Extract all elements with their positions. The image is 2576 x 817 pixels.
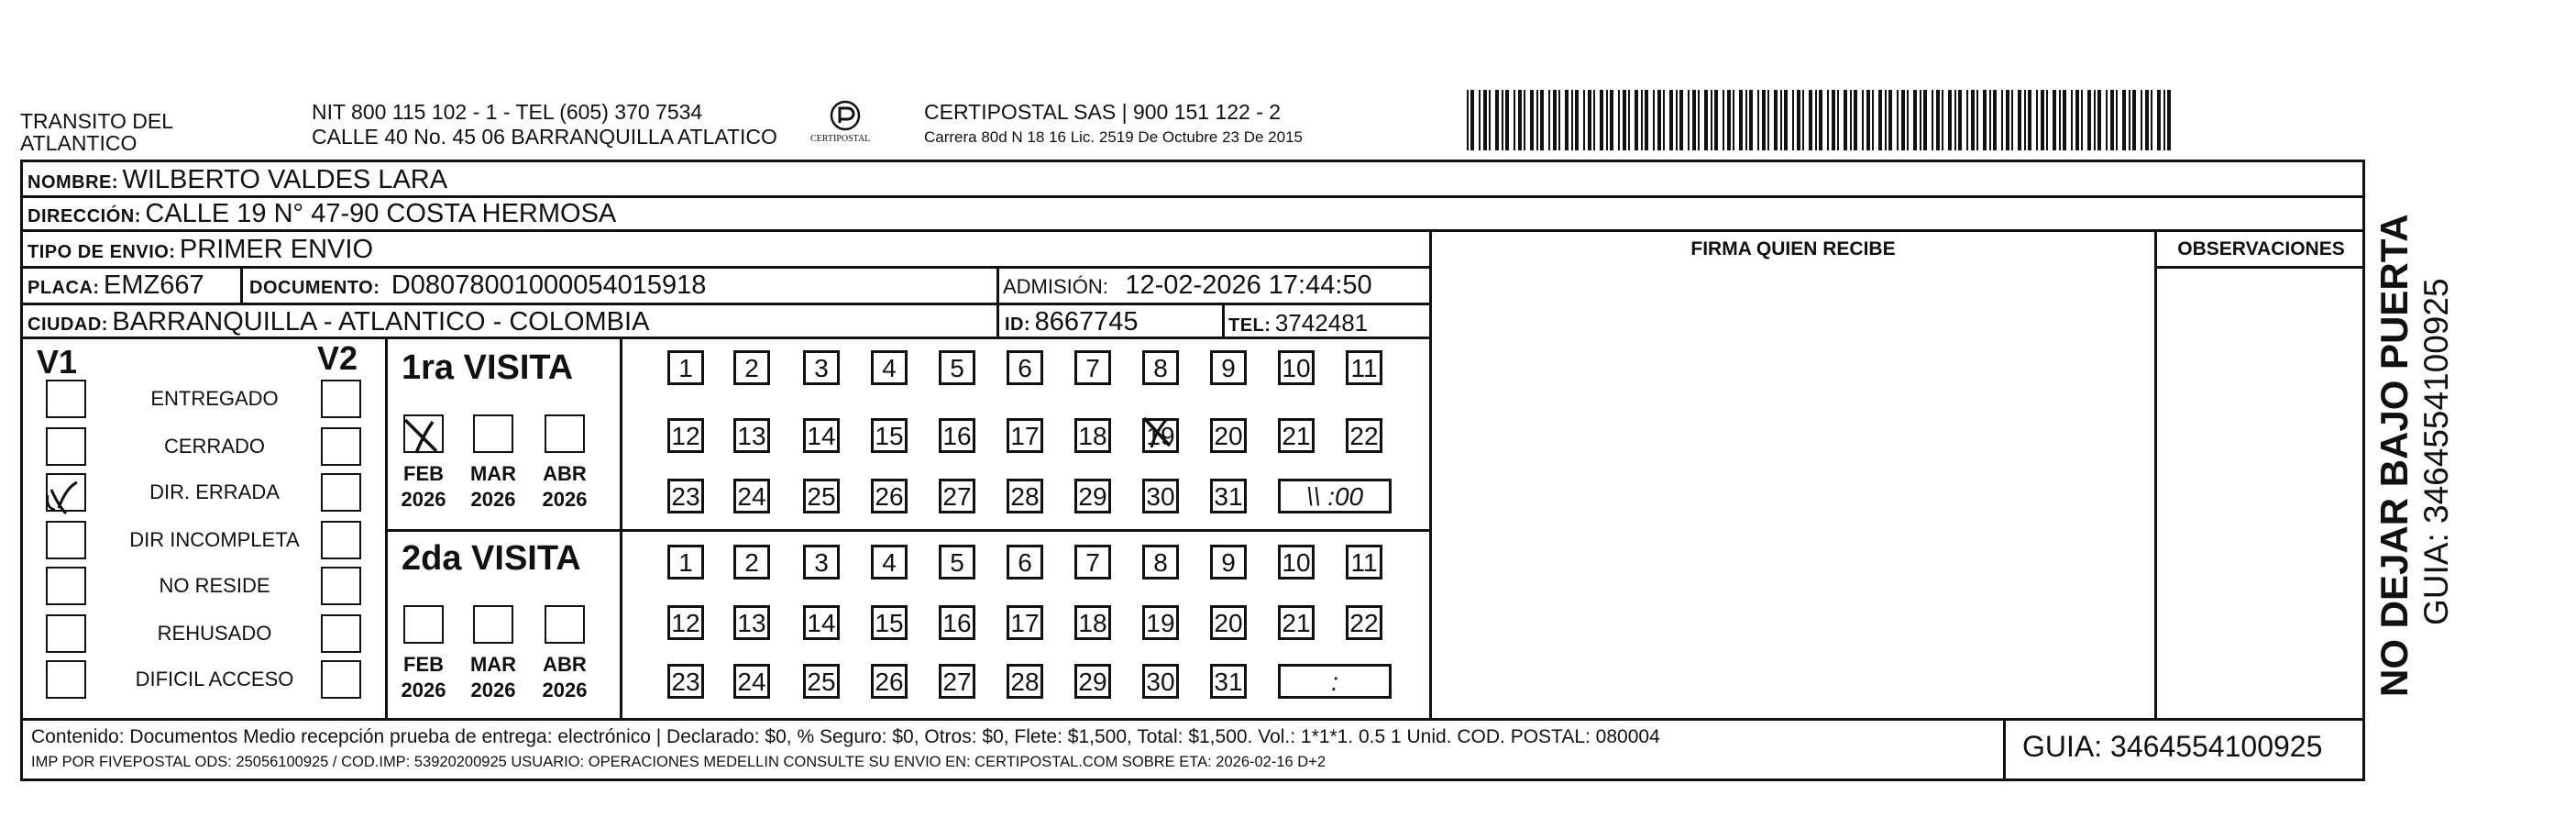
documento-label: DOCUMENTO:: [249, 278, 380, 298]
first-visit-day-box[interactable]: 18: [1074, 418, 1111, 453]
barcode-bar: [1495, 90, 1499, 150]
first-visit-day-box[interactable]: 30: [1142, 479, 1179, 513]
barcode-bar: [1827, 90, 1829, 150]
barcode-bar: [1954, 90, 1956, 150]
tel-cell: [1228, 309, 1368, 337]
first-visit-title: 1ra VISITA: [402, 348, 574, 387]
barcode-bar: [1467, 90, 1469, 150]
second-visit-month-label: MAR: [469, 653, 517, 676]
first-visit-day-box[interactable]: 13: [733, 418, 770, 453]
second-visit-month-checkbox-feb[interactable]: [403, 605, 444, 644]
barcode-bar: [2116, 90, 2118, 150]
barcode-bar: [2001, 90, 2003, 150]
issuer-address: CALLE 40 No. 45 06 BARRANQUILLA ATLATICO: [312, 125, 777, 149]
barcode-bar: [1635, 90, 1638, 150]
barcode-bar: [1837, 90, 1839, 150]
barcode-bar: [2075, 90, 2079, 150]
barcode-bar: [2094, 90, 2096, 150]
barcode-bar: [2071, 90, 2073, 150]
observations-area[interactable]: [2160, 270, 2361, 715]
placa-value: EMZ667: [104, 270, 204, 300]
admision-cell: [1003, 270, 1372, 301]
barcode-bar: [2059, 90, 2061, 150]
barcode-bar: [1505, 90, 1509, 150]
barcode-bar: [1623, 90, 1626, 150]
barcode-bar: [1676, 90, 1678, 150]
second-visit-time-box[interactable]: :: [1278, 664, 1392, 699]
first-visit-day-box[interactable]: 29: [1074, 479, 1111, 513]
direccion-row: [28, 199, 616, 229]
barcode-bar: [1679, 90, 1683, 150]
tel-label: TEL:: [1228, 315, 1271, 336]
first-visit-day-box[interactable]: 15: [871, 418, 908, 453]
barcode-bar: [1600, 90, 1603, 150]
second-visit-day-box[interactable]: 13: [733, 605, 770, 640]
barcode-bar: [1989, 90, 1991, 150]
barcode-bar: [1932, 90, 1933, 150]
first-visit-day-box[interactable]: 8: [1142, 350, 1179, 385]
ciudad-cell: [28, 307, 649, 337]
barcode-bar: [1948, 90, 1952, 150]
barcode-bar: [1610, 90, 1613, 150]
second-visit-day-box[interactable]: 24: [733, 664, 770, 699]
barcode-bar: [1815, 90, 1817, 150]
barcode-bar: [1745, 90, 1747, 150]
barcode-bar: [1913, 90, 1917, 150]
first-visit-day-box[interactable]: 23: [667, 479, 704, 513]
v1-status-checkbox[interactable]: [46, 567, 86, 605]
second-visit-day-box[interactable]: 7: [1074, 545, 1111, 580]
barcode-bar: [1479, 90, 1481, 150]
barcode-bar: [1844, 90, 1847, 150]
barcode-bar: [1797, 90, 1800, 150]
second-visit-day-box[interactable]: 5: [939, 545, 975, 580]
carrier-name-nit: CERTIPOSTAL SAS | 900 151 122 - 2: [924, 100, 1282, 124]
admision-label: ADMISIÓN:: [1003, 275, 1108, 298]
barcode: [1467, 90, 2182, 150]
second-visit-day-box[interactable]: 8: [1142, 545, 1179, 580]
second-visit-day-box[interactable]: 4: [871, 545, 908, 580]
barcode-bar: [1976, 90, 1978, 150]
barcode-bar: [1901, 90, 1905, 150]
barcode-bar: [2011, 90, 2013, 150]
barcode-bar: [2097, 90, 2101, 150]
barcode-bar: [2046, 90, 2048, 150]
first-visit-day-box[interactable]: 20: [1210, 418, 1247, 453]
second-visit-day-box[interactable]: 9: [1210, 545, 1247, 580]
no-dejar-bajo-puerta-warning: NO DEJAR BAJO PUERTA: [2372, 214, 2416, 697]
first-visit-day-box[interactable]: 9: [1210, 350, 1247, 385]
nombre-label: NOMBRE:: [28, 172, 119, 193]
barcode-bar: [1565, 90, 1569, 150]
first-visit-year-label: 2026: [470, 488, 516, 511]
imp-line: IMP POR FIVEPOSTAL ODS: 25056100925 / COD.IMP: 53920200925 USUARIO: OPERACIONES MEDELLIN CONSULTE SU ENVIO EN: CERTIPOSTAL.COM SOBRE ETA: 2026-02-16 D+2: [31, 754, 1327, 770]
barcode-bar: [2018, 90, 2021, 150]
second-visit-month-label: ABR: [543, 653, 587, 676]
first-visit-day-box[interactable]: 10: [1278, 350, 1315, 385]
direccion-value: CALLE 19 N° 47-90 COSTA HERMOSA: [145, 199, 617, 228]
barcode-bar: [2129, 90, 2130, 150]
second-visit-day-box[interactable]: 11: [1346, 545, 1382, 580]
first-visit-day-box[interactable]: 24: [733, 479, 770, 513]
barcode-bar: [1878, 90, 1882, 150]
barcode-bar: [2145, 90, 2149, 150]
side-guia: GUIA: 3464554100925: [2417, 278, 2455, 625]
second-visit-day-box[interactable]: 16: [939, 605, 975, 640]
barcode-bar: [1727, 90, 1731, 150]
barcode-bar: [2106, 90, 2108, 150]
barcode-bar: [1502, 90, 1503, 150]
barcode-bar: [1692, 90, 1696, 150]
barcode-bar: [1723, 90, 1724, 150]
ciudad-value: BARRANQUILLA - ATLANTICO - COLOMBIA: [112, 307, 650, 337]
barcode-bar: [1470, 90, 1474, 150]
second-visit-day-box[interactable]: 26: [871, 664, 908, 699]
v1-status-checkbox[interactable]: [46, 660, 86, 699]
barcode-bar: [1862, 90, 1864, 150]
second-visit-day-box[interactable]: 14: [803, 605, 840, 640]
observaciones-header: OBSERVACIONES: [2177, 238, 2345, 259]
second-visit-month-checkbox-abr[interactable]: [545, 605, 585, 644]
barcode-bar: [1907, 90, 1909, 150]
barcode-bar: [1618, 90, 1620, 150]
barcode-bar: [1514, 90, 1515, 150]
barcode-bar: [1575, 90, 1579, 150]
second-visit-year-label: 2026: [401, 679, 446, 701]
barcode-bar: [1749, 90, 1753, 150]
first-visit-day-box[interactable]: 1: [667, 350, 704, 385]
barcode-bar: [1688, 90, 1690, 150]
logo-caption: CERTIPOSTAL: [810, 134, 871, 144]
barcode-bar: [1733, 90, 1734, 150]
barcode-bar: [1583, 90, 1585, 150]
barcode-bar: [1983, 90, 1987, 150]
barcode-bar: [1641, 90, 1643, 150]
barcode-bar: [1628, 90, 1630, 150]
second-visit-day-box[interactable]: 23: [667, 664, 704, 699]
second-visit-day-box[interactable]: 22: [1346, 605, 1382, 640]
barcode-bar: [2110, 90, 2114, 150]
second-visit-day-box[interactable]: 30: [1142, 664, 1179, 699]
barcode-bar: [1698, 90, 1700, 150]
barcode-bar: [1923, 90, 1927, 150]
first-visit-day-box[interactable]: 21: [1278, 418, 1315, 453]
barcode-bar: [2167, 90, 2171, 150]
placa-cell: [28, 270, 204, 301]
barcode-bar: [1897, 90, 1899, 150]
barcode-bar: [2081, 90, 2083, 150]
barcode-bar: [1888, 90, 1892, 150]
firma-header: FIRMA QUIEN RECIBE: [1690, 238, 1896, 259]
barcode-bar: [1524, 90, 1525, 150]
second-visit-day-box[interactable]: 21: [1278, 605, 1315, 640]
first-visit-day-box[interactable]: 14: [803, 418, 840, 453]
first-visit-day-box[interactable]: 12: [667, 418, 704, 453]
first-visit-day-box[interactable]: 5: [939, 350, 975, 385]
second-visit-day-box[interactable]: 25: [803, 664, 840, 699]
v1-status-checkbox[interactable]: [46, 473, 86, 512]
certipostal-logo-icon: [823, 99, 867, 132]
first-visit-time-box[interactable]: \\ :00: [1278, 479, 1392, 513]
barcode-bar: [1663, 90, 1665, 150]
first-visit-day-box[interactable]: 26: [871, 479, 908, 513]
barcode-bar: [2163, 90, 2165, 150]
second-visit-month-label: FEB: [403, 653, 444, 676]
barcode-bar: [1832, 90, 1835, 150]
first-visit-day-box[interactable]: 11: [1346, 350, 1382, 385]
barcode-bar: [2036, 90, 2038, 150]
barcode-bar: [1774, 90, 1778, 150]
barcode-bar: [1802, 90, 1804, 150]
second-visit-day-box[interactable]: 15: [871, 605, 908, 640]
issuer-name-line2: ATLANTICO: [20, 131, 138, 155]
barcode-bar: [1966, 90, 1968, 150]
v1-label: V1: [37, 343, 78, 381]
tipo-envio-row: [28, 235, 373, 265]
barcode-bar: [1854, 90, 1857, 150]
first-visit-day-box[interactable]: 31: [1210, 479, 1247, 513]
barcode-bar: [2063, 90, 2066, 150]
first-visit-month-checkbox-mar[interactable]: [473, 414, 513, 453]
status-label: ENTREGADO: [150, 387, 279, 410]
barcode-bar: [2041, 90, 2044, 150]
second-visit-day-box[interactable]: 27: [939, 664, 975, 699]
first-visit-year-label: 2026: [401, 488, 446, 511]
first-visit-day-box[interactable]: 28: [1007, 479, 1043, 513]
status-label: DIR. ERRADA: [149, 480, 280, 503]
carrier-address-license: Carrera 80d N 18 16 Lic. 2519 De Octubre 23 De 2015: [924, 128, 1303, 146]
first-visit-day-box[interactable]: 27: [939, 479, 975, 513]
first-visit-day-box[interactable]: 25: [803, 479, 840, 513]
status-label: REHUSADO: [157, 622, 272, 645]
barcode-bar: [1792, 90, 1794, 150]
second-visit-day-box[interactable]: 3: [803, 545, 840, 580]
barcode-bar: [2122, 90, 2126, 150]
barcode-bar: [1872, 90, 1874, 150]
first-visit-month-label: FEB: [403, 462, 444, 485]
first-visit-month-checkbox-feb[interactable]: [403, 414, 444, 453]
barcode-bar: [2053, 90, 2056, 150]
barcode-bar: [1536, 90, 1538, 150]
barcode-bar: [1548, 90, 1550, 150]
footer-guia: GUIA: 3464554100925: [2022, 730, 2323, 763]
barcode-bar: [1809, 90, 1812, 150]
barcode-bar: [2157, 90, 2161, 150]
first-visit-day-box[interactable]: 17: [1007, 418, 1043, 453]
direccion-label: DIRECCIÓN:: [28, 206, 141, 226]
first-visit-day-box[interactable]: 19: [1142, 418, 1179, 453]
second-visit-year-label: 2026: [470, 679, 516, 701]
barcode-bar: [1850, 90, 1852, 150]
first-visit-day-box[interactable]: 22: [1346, 418, 1382, 453]
barcode-bar: [1606, 90, 1608, 150]
tipo-envio-label: TIPO DE ENVIO:: [28, 242, 176, 262]
barcode-bar: [1767, 90, 1769, 150]
second-visit-day-box[interactable]: 1: [667, 545, 704, 580]
first-visit-month-checkbox-abr[interactable]: [545, 414, 585, 453]
barcode-bar: [1714, 90, 1718, 150]
first-visit-day-box[interactable]: 16: [939, 418, 975, 453]
barcode-bar: [1571, 90, 1573, 150]
documento-cell: [249, 270, 706, 301]
second-visit-title: 2da VISITA: [402, 539, 581, 578]
second-visit-year-label: 2026: [542, 679, 588, 701]
barcode-bar: [1593, 90, 1595, 150]
barcode-bar: [1958, 90, 1962, 150]
admision-value: 12-02-2026 17:44:50: [1125, 270, 1372, 300]
barcode-bar: [1553, 90, 1557, 150]
barcode-bar: [1993, 90, 1997, 150]
signature-area[interactable]: [1435, 270, 2152, 715]
second-visit-day-box[interactable]: 20: [1210, 605, 1247, 640]
ciudad-label: CIUDAD:: [28, 315, 108, 335]
v1-status-checkbox[interactable]: [46, 614, 86, 653]
contenido-line: Contenido: Documentos Medio recepción prueba de entrega: electrónico | Declarado: $0, % Seguro: $0, Otros: $0, Flete: $1,500, Total: $1,500. Vol.: 1*1*1. 0.5 1 Unid. COD. POSTAL: 080004: [31, 726, 1660, 747]
barcode-bar: [1780, 90, 1782, 150]
barcode-bar: [1757, 90, 1759, 150]
second-visit-day-box[interactable]: 17: [1007, 605, 1043, 640]
barcode-bar: [2151, 90, 2152, 150]
status-label: NO RESIDE: [159, 574, 270, 597]
barcode-bar: [1540, 90, 1544, 150]
issuer-name-line1: TRANSITO DEL: [20, 109, 173, 133]
barcode-bar: [1866, 90, 1870, 150]
nombre-value: WILBERTO VALDES LARA: [122, 165, 448, 194]
second-visit-day-box[interactable]: 18: [1074, 605, 1111, 640]
barcode-bar: [1483, 90, 1487, 150]
first-visit-month-label: ABR: [543, 462, 587, 485]
barcode-bar: [1653, 90, 1655, 150]
status-label: CERRADO: [163, 435, 265, 458]
first-visit-day-box[interactable]: 2: [733, 350, 770, 385]
second-visit-day-box[interactable]: 6: [1007, 545, 1043, 580]
documento-value: D08078001000054015918: [391, 270, 707, 300]
barcode-bar: [1942, 90, 1943, 150]
barcode-bar: [1518, 90, 1522, 150]
v1-status-checkbox[interactable]: [46, 427, 86, 466]
tipo-envio-value: PRIMER ENVIO: [179, 235, 374, 264]
barcode-bar: [1704, 90, 1708, 150]
barcode-bar: [1489, 90, 1491, 150]
id-value: 8667745: [1034, 307, 1139, 337]
second-visit-day-box[interactable]: 29: [1074, 664, 1111, 699]
second-visit-day-box[interactable]: 10: [1278, 545, 1315, 580]
barcode-bar: [2141, 90, 2142, 150]
barcode-bar: [1784, 90, 1788, 150]
id-cell: [1005, 307, 1139, 337]
barcode-bar: [1669, 90, 1673, 150]
second-visit-day-box[interactable]: 19: [1142, 605, 1179, 640]
barcode-bar: [2132, 90, 2136, 150]
status-label: DIFICIL ACCESO: [135, 668, 294, 690]
barcode-bar: [1558, 90, 1560, 150]
first-visit-day-box[interactable]: 6: [1007, 350, 1043, 385]
nombre-row: [28, 165, 447, 195]
barcode-bar: [2024, 90, 2026, 150]
first-visit-year-label: 2026: [542, 488, 588, 511]
barcode-bar: [1971, 90, 1975, 150]
barcode-bar: [1885, 90, 1887, 150]
v1-status-checkbox[interactable]: [46, 521, 86, 559]
issuer-nit-phone: NIT 800 115 102 - 1 - TEL (605) 370 7534: [312, 100, 703, 124]
first-visit-day-box[interactable]: 3: [803, 350, 840, 385]
barcode-bar: [1530, 90, 1534, 150]
second-visit-day-box[interactable]: 31: [1210, 664, 1247, 699]
second-visit-day-box[interactable]: 28: [1007, 664, 1043, 699]
barcode-bar: [2006, 90, 2009, 150]
barcode-bar: [1657, 90, 1661, 150]
barcode-bar: [1739, 90, 1743, 150]
placa-label: PLACA:: [28, 278, 100, 298]
second-visit-day-box[interactable]: 12: [667, 605, 704, 640]
status-label: DIR INCOMPLETA: [129, 528, 300, 551]
first-visit-day-box[interactable]: 4: [871, 350, 908, 385]
first-visit-day-box[interactable]: 7: [1074, 350, 1111, 385]
barcode-bar: [1920, 90, 1921, 150]
barcode-bar: [2087, 90, 2091, 150]
first-visit-month-label: MAR: [469, 462, 517, 485]
barcode-bar: [1936, 90, 1940, 150]
barcode-bar: [1711, 90, 1712, 150]
id-label: ID:: [1005, 315, 1031, 335]
v1-status-checkbox[interactable]: [46, 380, 86, 418]
v2-label: V2: [317, 339, 358, 377]
barcode-bar: [1762, 90, 1766, 150]
tel-value: 3742481: [1274, 309, 1369, 337]
barcode-bar: [1819, 90, 1822, 150]
barcode-bar: [2028, 90, 2031, 150]
barcode-bar: [1588, 90, 1591, 150]
second-visit-day-box[interactable]: 2: [733, 545, 770, 580]
barcode-bar: [1645, 90, 1648, 150]
second-visit-month-checkbox-mar[interactable]: [473, 605, 513, 644]
